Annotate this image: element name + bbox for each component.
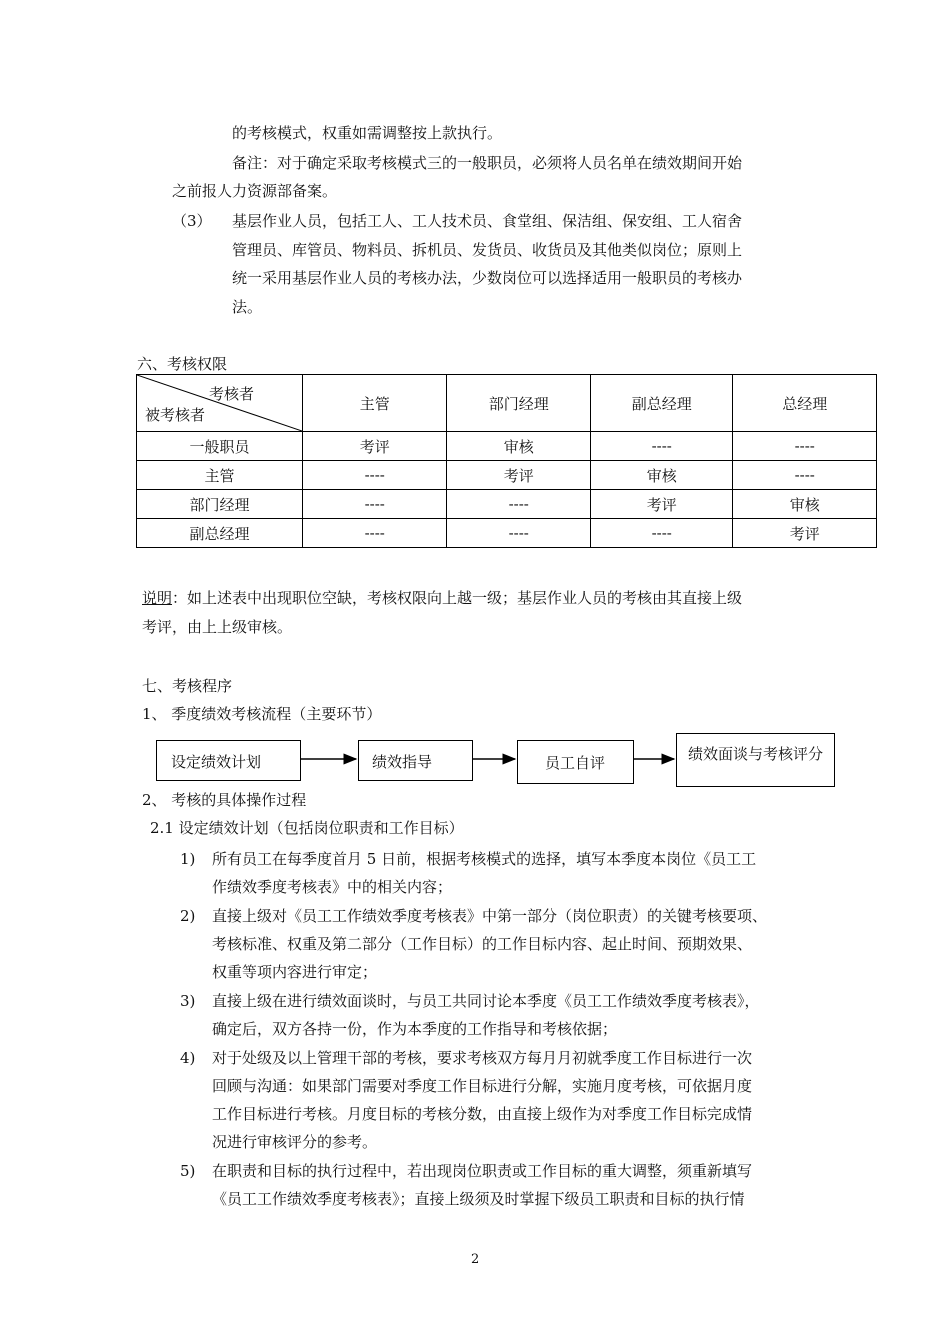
item-line: 况进行审核评分的参考。: [212, 1133, 378, 1151]
table-cell: ----: [303, 519, 447, 548]
row-label: 主管: [137, 461, 303, 490]
subsection-title: 1、 季度绩效考核流程（主要环节）: [142, 705, 382, 723]
column-header: 总经理: [733, 375, 877, 432]
table-cell: ----: [733, 432, 877, 461]
item-line: 作绩效季度考核表》中的相关内容；: [212, 878, 453, 896]
item-line: 工作目标进行考核。月度目标的考核分数，由直接上级作为对季度工作目标完成情: [212, 1105, 753, 1123]
column-header: 部门经理: [447, 375, 591, 432]
item-number: 1): [180, 850, 196, 868]
item-line: 所有员工在每季度首月 5 日前，根据考核模式的选择，填写本季度本岗位《员工工: [212, 850, 757, 868]
table-cell: ----: [590, 432, 733, 461]
flow-step-label: 设定绩效计划: [171, 753, 262, 771]
table-cell: 考评: [733, 519, 877, 548]
item-number: （3）: [172, 212, 212, 230]
paragraph-line: 基层作业人员，包括工人、工人技术员、食堂组、保洁组、保安组、工人宿舍: [232, 212, 743, 230]
item-number: 3): [180, 992, 196, 1010]
section-title: 七、考核程序: [142, 677, 233, 695]
table-cell: 审核: [733, 490, 877, 519]
remark-line: 之前报人力资源部备案。: [172, 182, 338, 200]
item-line: 权重等项内容进行审定；: [212, 963, 378, 981]
item-line: 对于处级及以上管理干部的考核，要求考核双方每月月初就季度工作目标进行一次: [212, 1049, 753, 1067]
table-cell: 考评: [303, 432, 447, 461]
table-cell: ----: [303, 490, 447, 519]
item-line: 直接上级在进行绩效面谈时，与员工共同讨论本季度《员工工作绩效季度考核表》，: [212, 992, 760, 1010]
column-header: 副总经理: [590, 375, 733, 432]
item-line: 在职责和目标的执行过程中，若出现岗位职责或工作目标的重大调整，须重新填写: [212, 1162, 753, 1180]
paragraph-line: 统一采用基层作业人员的考核办法，少数岗位可以选择适用一般职员的考核办: [232, 269, 743, 287]
flow-step-label: 绩效指导: [372, 753, 433, 771]
page-number: 2: [471, 1252, 480, 1267]
table-cell: ----: [733, 461, 877, 490]
subsection-title: 2、 考核的具体操作过程: [142, 791, 307, 809]
paragraph-line: 的考核模式，权重如需调整按上款执行。: [232, 124, 503, 142]
table-cell: 考评: [447, 461, 591, 490]
flow-step-label: 员工自评: [545, 754, 606, 772]
paragraph-line: 法。: [232, 298, 263, 316]
item-line: 直接上级对《员工工作绩效季度考核表》中第一部分（岗位职责）的关键考核要项、: [212, 907, 768, 925]
table-cell: 审核: [590, 461, 733, 490]
table-cell: 考评: [590, 490, 733, 519]
table-cell: ----: [447, 490, 591, 519]
remark-line: 备注：对于确定采取考核模式三的一般职员，必须将人员名单在绩效期间开始: [232, 154, 743, 172]
item-number: 4): [180, 1049, 196, 1067]
column-header: 主管: [303, 375, 447, 432]
note-label: 说明: [142, 589, 173, 607]
item-number: 2): [180, 907, 196, 925]
table-cell: 审核: [447, 432, 591, 461]
item-line: 考核标准、权重及第二部分（工作目标）的工作目标内容、起止时间、预期效果、: [212, 935, 753, 953]
row-label: 一般职员: [137, 432, 303, 461]
header-evaluatee: 被考核者: [145, 406, 206, 424]
note-line: 考评，由上上级审核。: [142, 618, 293, 636]
flow-step-label: 绩效面谈与考核评分: [688, 745, 824, 763]
subsection-title: 2.1 设定绩效计划（包括岗位职责和工作目标）: [150, 819, 464, 837]
item-line: 确定后，双方各持一份，作为本季度的工作指导和考核依据；: [212, 1020, 618, 1038]
section-title: 六、考核权限: [137, 355, 228, 373]
table-cell: ----: [447, 519, 591, 548]
row-label: 副总经理: [137, 519, 303, 548]
item-line: 回顾与沟通：如果部门需要对季度工作目标进行分解，实施月度考核，可依据月度: [212, 1077, 753, 1095]
table-cell: ----: [590, 519, 733, 548]
item-number: 5): [180, 1162, 196, 1180]
item-line: 《员工工作绩效季度考核表》；直接上级须及时掌握下级员工职责和目标的执行情: [212, 1190, 745, 1208]
table-cell: ----: [303, 461, 447, 490]
row-label: 部门经理: [137, 490, 303, 519]
header-evaluator: 考核者: [208, 385, 254, 403]
note-text: ：如上述表中出现职位空缺，考核权限向上越一级；基层作业人员的考核由其直接上级: [172, 589, 743, 607]
paragraph-line: 管理员、库管员、物料员、拆机员、发货员、收货员及其他类似岗位；原则上: [232, 241, 743, 259]
